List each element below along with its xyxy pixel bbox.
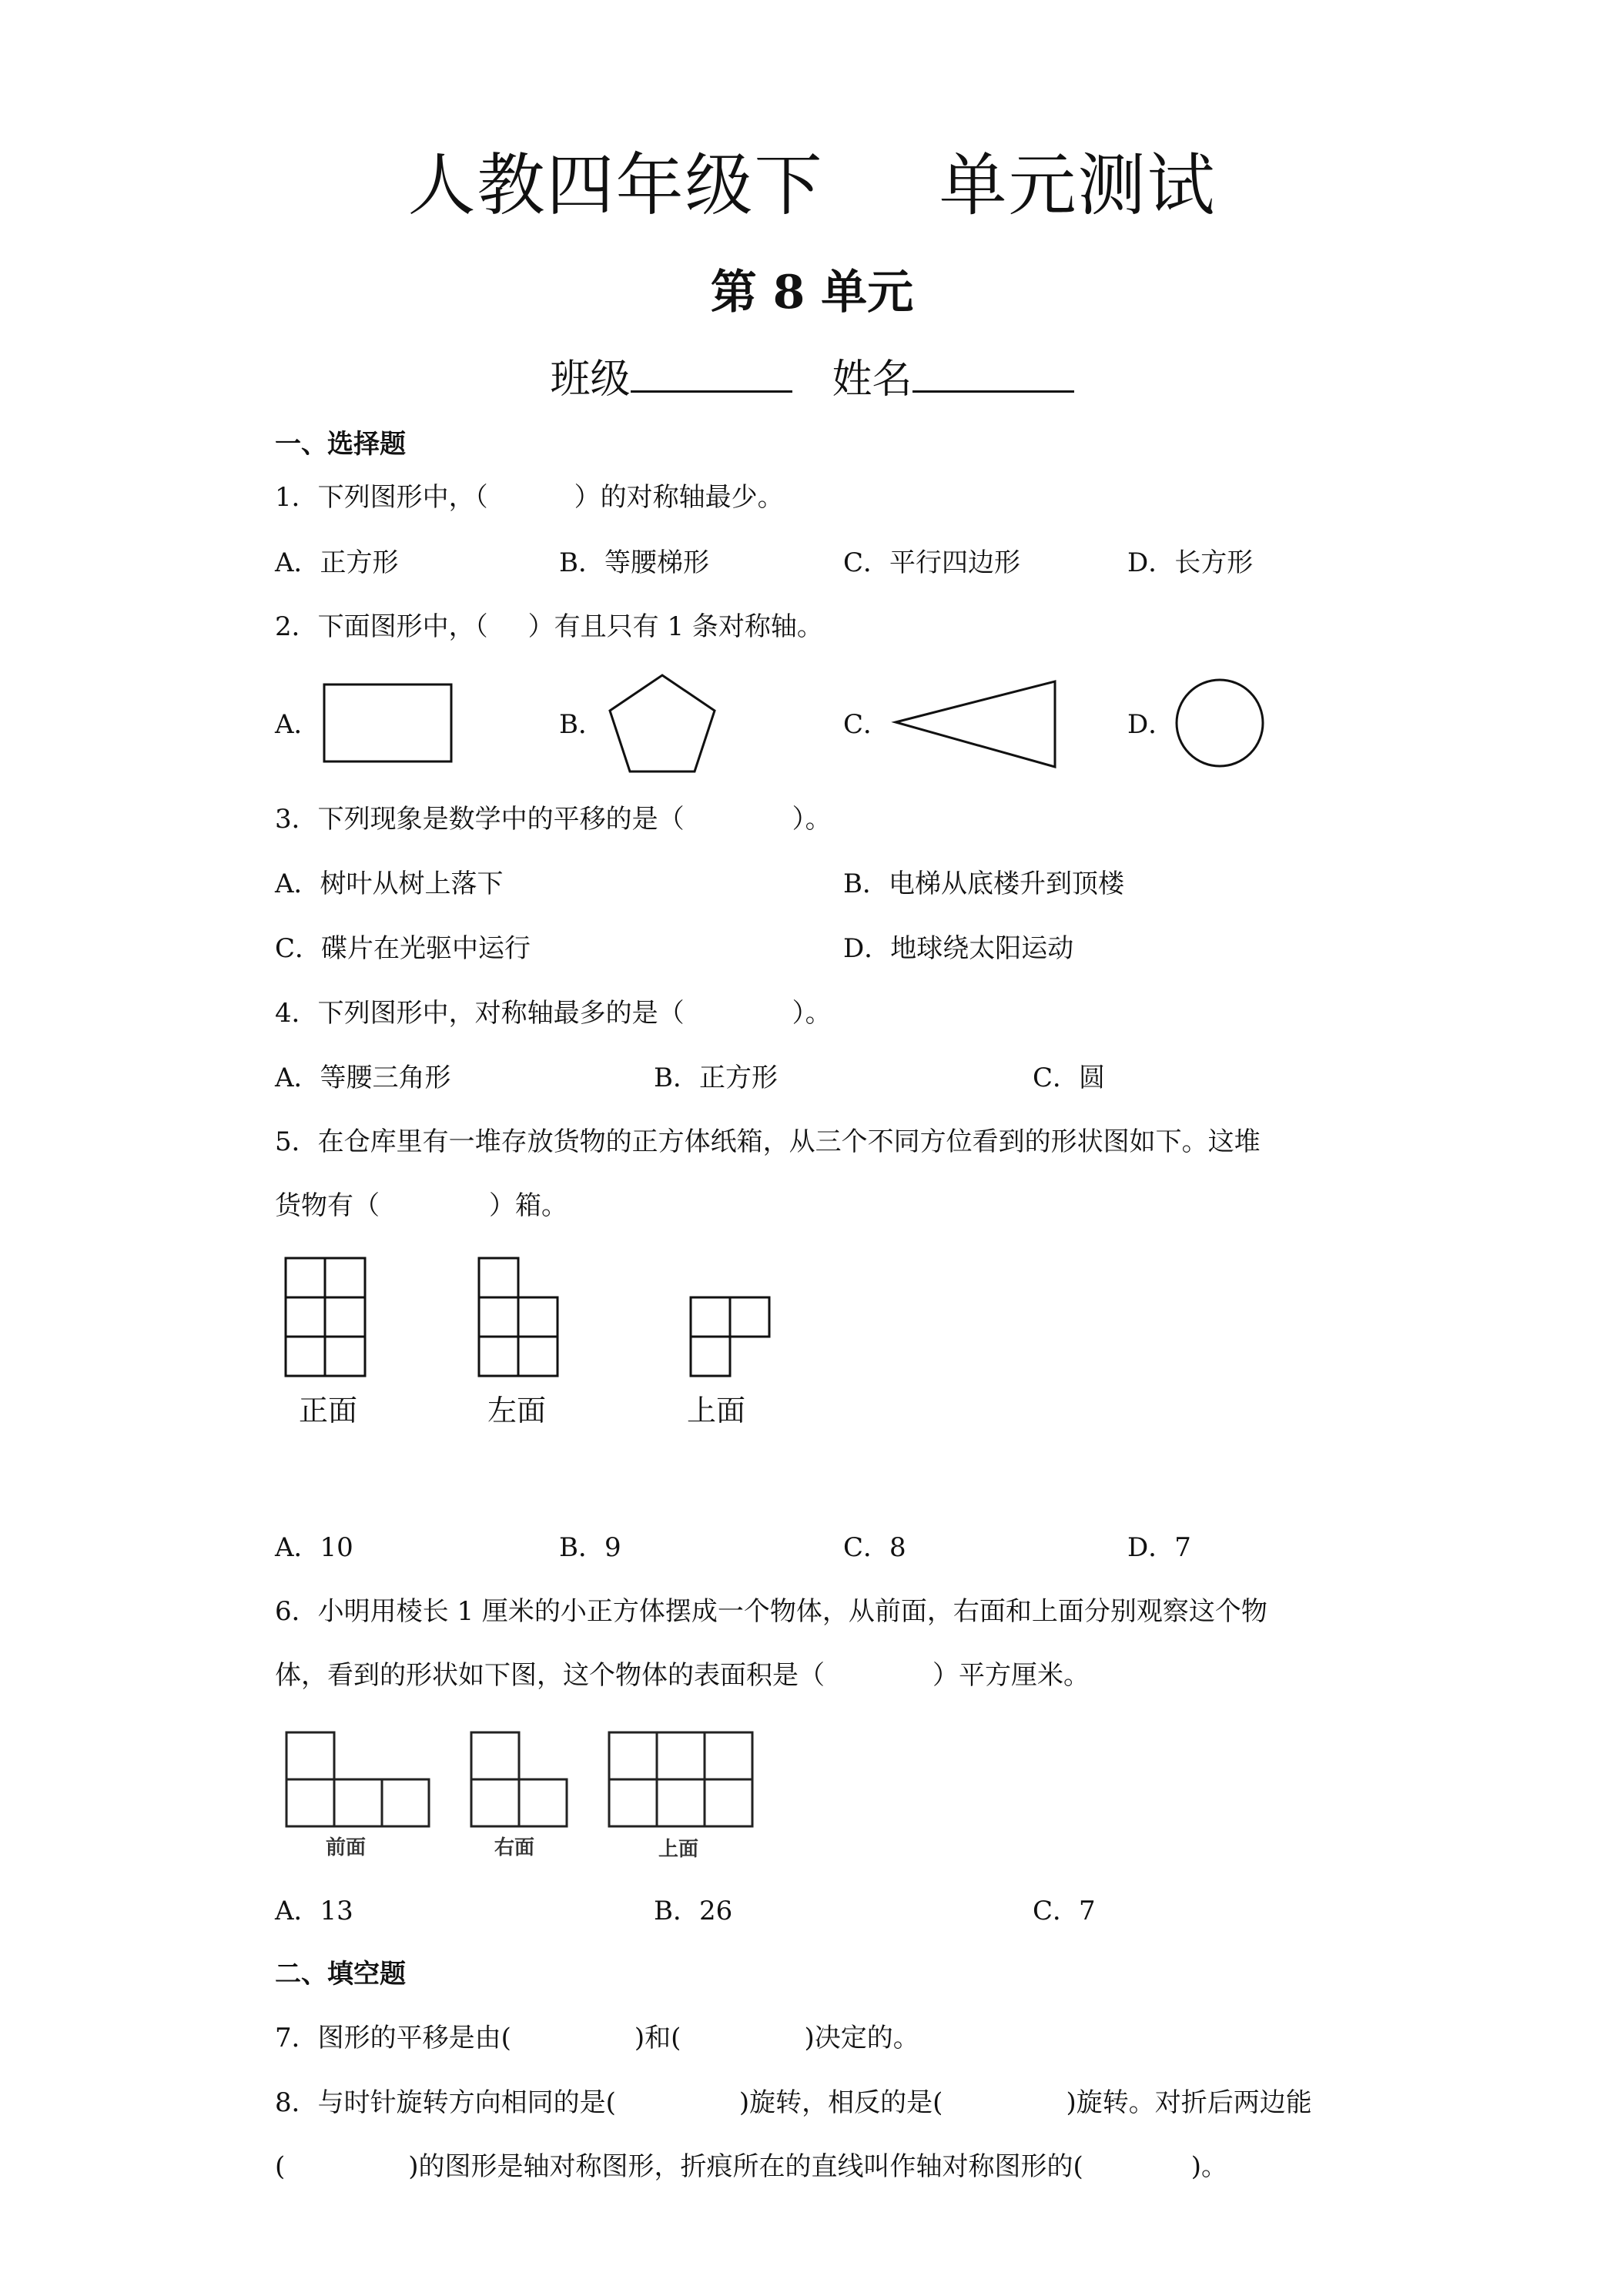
- q6-top-view: [609, 1732, 752, 1826]
- q6-label-top: 上面: [658, 1838, 699, 1861]
- q5-option-d[interactable]: D．7: [1127, 1532, 1191, 1563]
- question-4: 4．下列图形中，对称轴最多的是（ ）。: [275, 998, 832, 1029]
- question-5-line-1: 5．在仓库里有一堆存放货物的正方体纸箱，从三个不同方位看到的形状图如下。这堆: [275, 1126, 1261, 1157]
- section-heading-choice: 一、选择题: [275, 429, 406, 460]
- unit-subtitle: 第 8 单元: [710, 266, 914, 320]
- q5-option-a[interactable]: A．10: [275, 1532, 353, 1563]
- q2-option-a[interactable]: A．: [275, 709, 320, 740]
- q2-option-b[interactable]: B．: [559, 709, 604, 740]
- question-5-line-2: 货物有（ ）箱。: [275, 1190, 568, 1221]
- q6-option-a[interactable]: A．13: [275, 1896, 353, 1926]
- q4-option-b[interactable]: B．正方形: [654, 1063, 778, 1093]
- q3-option-b[interactable]: B．电梯从底楼升到顶楼: [843, 869, 1124, 899]
- q3-option-a[interactable]: A．树叶从树上落下: [275, 869, 504, 899]
- question-6-line-2: 体，看到的形状如下图，这个物体的表面积是（ ）平方厘米。: [275, 1660, 1090, 1691]
- class-label: 班级: [550, 356, 631, 403]
- question-3: 3．下列现象是数学中的平移的是（ ）。: [275, 804, 832, 835]
- q3-option-d[interactable]: D．地球绕太阳运动: [843, 933, 1074, 964]
- q4-option-a[interactable]: A．等腰三角形: [275, 1063, 451, 1093]
- q6-label-right: 右面: [494, 1836, 535, 1859]
- question-6-line-1: 6．小明用棱长 1 厘米的小正方体摆成一个物体，从前面，右面和上面分别观察这个物: [275, 1596, 1267, 1627]
- q5-option-b[interactable]: B．9: [559, 1532, 621, 1563]
- question-2: 2．下面图形中，（ ）有且只有 1 条对称轴。: [275, 611, 823, 642]
- q2-option-d[interactable]: D．: [1127, 709, 1175, 740]
- q1-option-d[interactable]: D．长方形: [1127, 547, 1254, 578]
- q6-right-view: [471, 1732, 567, 1826]
- q6-option-c[interactable]: C．7: [1033, 1896, 1096, 1926]
- title-right: 单元测试: [939, 146, 1217, 225]
- q6-option-b[interactable]: B．26: [654, 1896, 733, 1926]
- question-8-line-2: ( )的图形是轴对称图形，折痕所在的直线叫作轴对称图形的( )。: [275, 2151, 1228, 2182]
- q4-option-c[interactable]: C．圆: [1033, 1063, 1106, 1093]
- q5-label-top: 上面: [687, 1394, 746, 1427]
- q1-option-c[interactable]: C．平行四边形: [843, 547, 1021, 578]
- section-heading-fill: 二、填空题: [275, 1959, 406, 1990]
- q1-option-a[interactable]: A．正方形: [275, 547, 399, 578]
- title-left: 人教四年级下: [407, 146, 824, 225]
- question-8-line-1: 8．与时针旋转方向相同的是( )旋转，相反的是( )旋转。对折后两边能: [275, 2087, 1312, 2118]
- q2-option-c[interactable]: C．: [843, 709, 890, 740]
- q6-front-view: [286, 1732, 429, 1826]
- question-7: 7．图形的平移是由( )和( )决定的。: [275, 2023, 919, 2053]
- q1-option-b[interactable]: B．等腰梯形: [559, 547, 709, 578]
- name-label: 姓名: [832, 356, 912, 403]
- question-1: 1．下列图形中，（ ）的对称轴最少。: [275, 482, 784, 513]
- q5-option-c[interactable]: C．8: [843, 1532, 906, 1563]
- q6-label-front: 前面: [326, 1836, 367, 1859]
- q5-label-front: 正面: [299, 1394, 358, 1427]
- q3-option-c[interactable]: C．碟片在光驱中运行: [275, 933, 531, 964]
- q5-label-left: 左面: [487, 1394, 547, 1427]
